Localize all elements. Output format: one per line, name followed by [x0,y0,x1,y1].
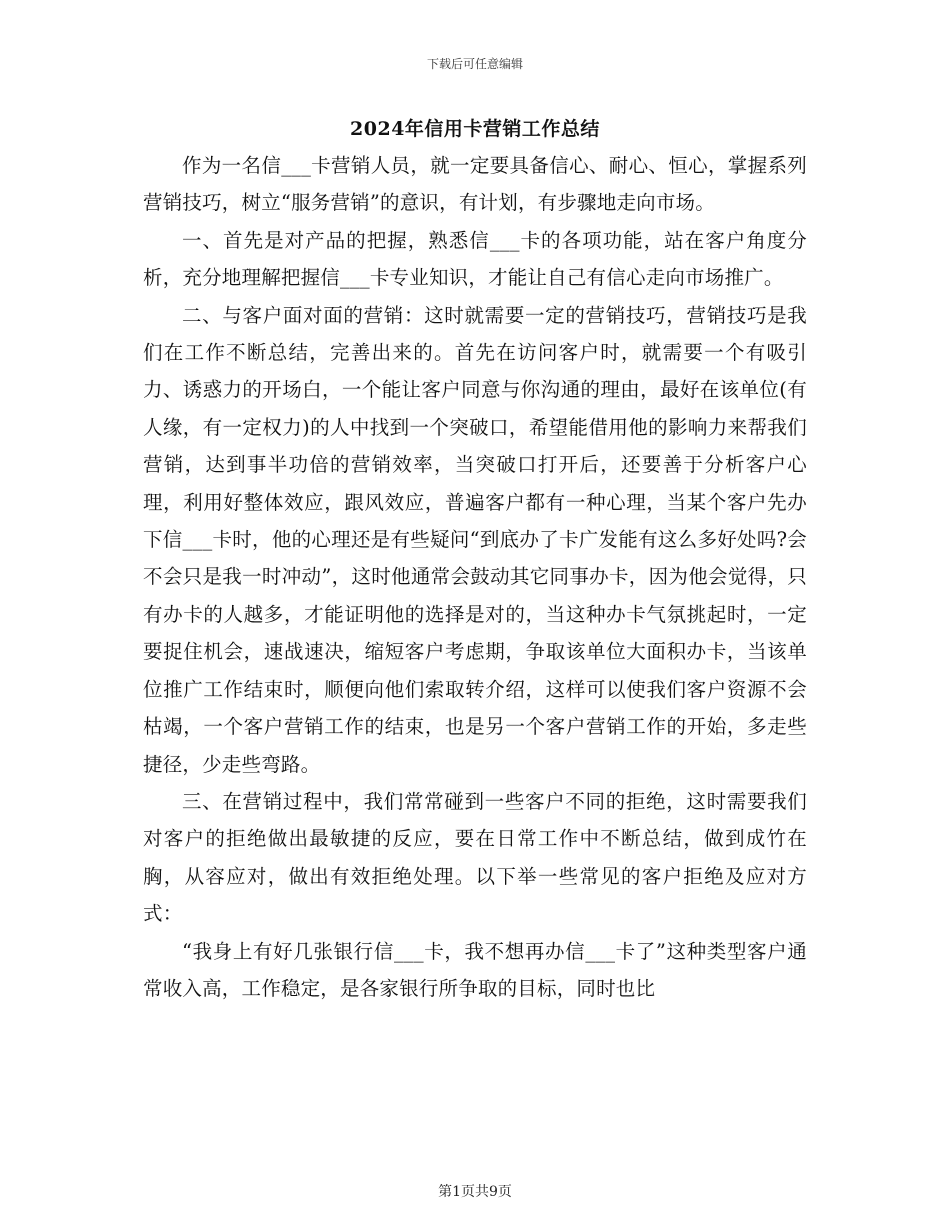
paragraph-example-1: “我身上有好几张银行信___卡，我不想再办信___卡了”这种类型客户通常收入高，工作稳定，是各家银行所争取的目标，同时也比 [143,939,807,1000]
paragraph-section-2: 二、与客户面对面的营销：这时就需要一定的营销技巧，营销技巧是我们在工作不断总结，完善出来的。首先在访问客户时，就需要一个有吸引力、诱惑力的开场白，一个能让客户同意与你沟通的理由，最好在该单位(有人缘，有一定权力)的人中找到一个突破口，希望能借用他的影响力来帮我们营销，达到事半功倍的营销效率，当突破口打开后，还要善于分析客户心理，利用好整体效应，跟风效应，普遍客户都有一种心理，当某个客户先办下信___卡时，他的心理还是有些疑问“到底办了卡广发能有这么多好处吗?会不会只是我一时冲动”，这时他通常会鼓动其它同事办卡，因为他会觉得，只有办卡的人越多，才能证明他的选择是对的，当这种办卡气氛挑起时，一定要捉住机会，速战速决，缩短客户考虑期，争取该单位大面积办卡，当该单位推广工作结束时，顺便向他们索取转介绍，这样可以使我们客户资源不会枯竭，一个客户营销工作的结束，也是另一个客户营销工作的开始，多走些捷径，少走些弯路。 [143,303,807,776]
header-note: 下载后可任意编辑 [426,57,523,71]
paragraph-intro: 作为一名信___卡营销人员，就一定要具备信心、耐心、恒心，掌握系列营销技巧，树立“服务营销”的意识，有计划，有步骤地走向市场。 [143,154,807,215]
page-number: 第1页共9页 [438,1184,512,1200]
paragraph-section-1: 一、首先是对产品的把握，熟悉信___卡的各项功能，站在客户角度分析，充分地理解把握信___卡专业知识，才能让自己有信心走向市场推广。 [143,228,807,290]
paragraph-section-3: 三、在营销过程中，我们常常碰到一些客户不同的拒绝，这时需要我们对客户的拒绝做出最敏捷的反应，要在日常工作中不断总结，做到成竹在胸，从容应对，做出有效拒绝处理。以下举一些常见的客户拒绝及应对方式： [143,789,807,926]
document-title: 2024年信用卡营销工作总结 [350,118,600,140]
document-body [143,147,807,1007]
